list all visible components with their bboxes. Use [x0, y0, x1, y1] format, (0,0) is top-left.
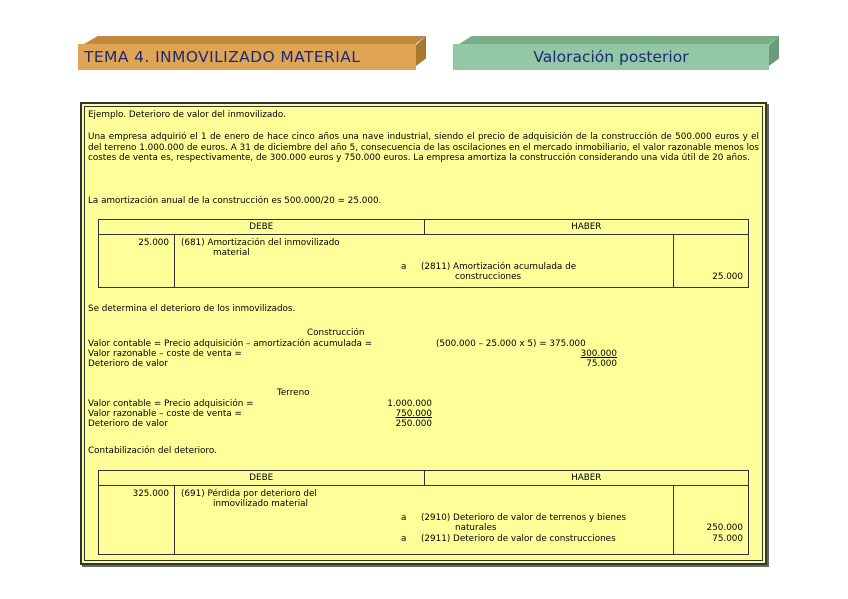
example-title: Ejemplo. Deterioro de valor del inmovilizado.	[88, 110, 286, 120]
accounting-line: Contabilización del deterioro.	[88, 446, 217, 456]
credit2-account: (2911) Deterioro de valor de construcciones	[421, 534, 616, 544]
construction-book-value-formula: (500.000 – 25.000 x 5) = 375.000	[436, 339, 586, 349]
credit-account-line1: (2811) Amortización acumulada de	[421, 262, 577, 272]
journal-entry-amortization	[98, 219, 749, 288]
construction-book-value-label: Valor contable = Precio adquisición – amortización acumulada =	[88, 339, 373, 349]
amortization-line: La amortización anual de la construcción es 500.000/20 = 25.000.	[88, 196, 382, 206]
credit-amount-cell	[674, 486, 749, 555]
debit-amount: 325.000	[132, 489, 169, 499]
credit1-a: a	[401, 513, 407, 523]
construction-impairment: 75.000	[586, 359, 617, 369]
construction-heading: Construcción	[307, 328, 365, 338]
debe-header: DEBE	[99, 220, 425, 235]
example-panel	[80, 102, 767, 565]
haber-header: HABER	[424, 471, 749, 486]
debit-amount-cell	[99, 486, 175, 555]
debit-account-line1: (691) Pérdida por deterioro del	[181, 489, 317, 499]
land-fair-value: 750.000	[395, 409, 432, 419]
land-impairment-label: Deterioro de valor	[88, 419, 168, 429]
debit-account-line2: inmovilizado material	[213, 499, 308, 509]
section-title: Valoración posterior	[453, 44, 769, 70]
credit2-amount: 75.000	[712, 534, 743, 544]
credit1-account-line1: (2910) Deterioro de valor de terrenos y bienes	[421, 513, 627, 523]
construction-fair-value-label: Valor razonable – coste de venta =	[88, 349, 242, 359]
debit-account-line2: material	[213, 248, 250, 258]
impairment-intro: Se determina el deterioro de los inmovilizados.	[88, 304, 296, 314]
tab-top-bevel	[459, 36, 779, 44]
credit-account-line2: construcciones	[455, 272, 522, 282]
credit1-amount: 250.000	[706, 523, 743, 533]
construction-impairment-label: Deterioro de valor	[88, 359, 168, 369]
debit-account-line1: (681) Amortización del inmovilizado	[181, 238, 340, 248]
credit-a: a	[401, 262, 407, 272]
example-statement: Una empresa adquirió el 1 de enero de hace cinco años una nave industrial, siendo el precio de adquisición de la construcción de 500.000 euros y el del terreno 1.000.000 de euros. A 31 de diciembre del año 5, consecuencia de las oscilaciones en el mercado inmobiliario, el valor razonable menos los costes de venta es, respectivamente, de 300.000 euros y 750.000 euros. La empresa amortiza la construcción considerando una vida útil de 20 años.	[88, 132, 759, 164]
land-book-value-label: Valor contable = Precio adquisición =	[88, 399, 254, 409]
debit-amount: 25.000	[138, 238, 169, 248]
debit-amount-cell	[99, 235, 175, 288]
accounts-cell	[175, 486, 674, 555]
land-fair-value-label: Valor razonable – coste de venta =	[88, 409, 242, 419]
land-heading: Terreno	[277, 388, 310, 398]
credit-amount-cell	[674, 235, 749, 288]
section-tab	[453, 36, 779, 70]
topic-title: TEMA 4. INMOVILIZADO MATERIAL	[78, 44, 416, 70]
credit2-a: a	[401, 534, 407, 544]
topic-tab	[78, 36, 426, 70]
credit1-account-line2: naturales	[455, 523, 497, 533]
land-book-value: 1.000.000	[387, 399, 432, 409]
debe-header: DEBE	[99, 471, 425, 486]
tab-top-bevel	[84, 36, 426, 44]
accounts-cell	[175, 235, 674, 288]
haber-header: HABER	[424, 220, 749, 235]
land-impairment: 250.000	[395, 419, 432, 429]
credit-amount: 25.000	[712, 272, 743, 282]
construction-fair-value: 300.000	[580, 349, 617, 359]
journal-entry-impairment	[98, 470, 749, 555]
